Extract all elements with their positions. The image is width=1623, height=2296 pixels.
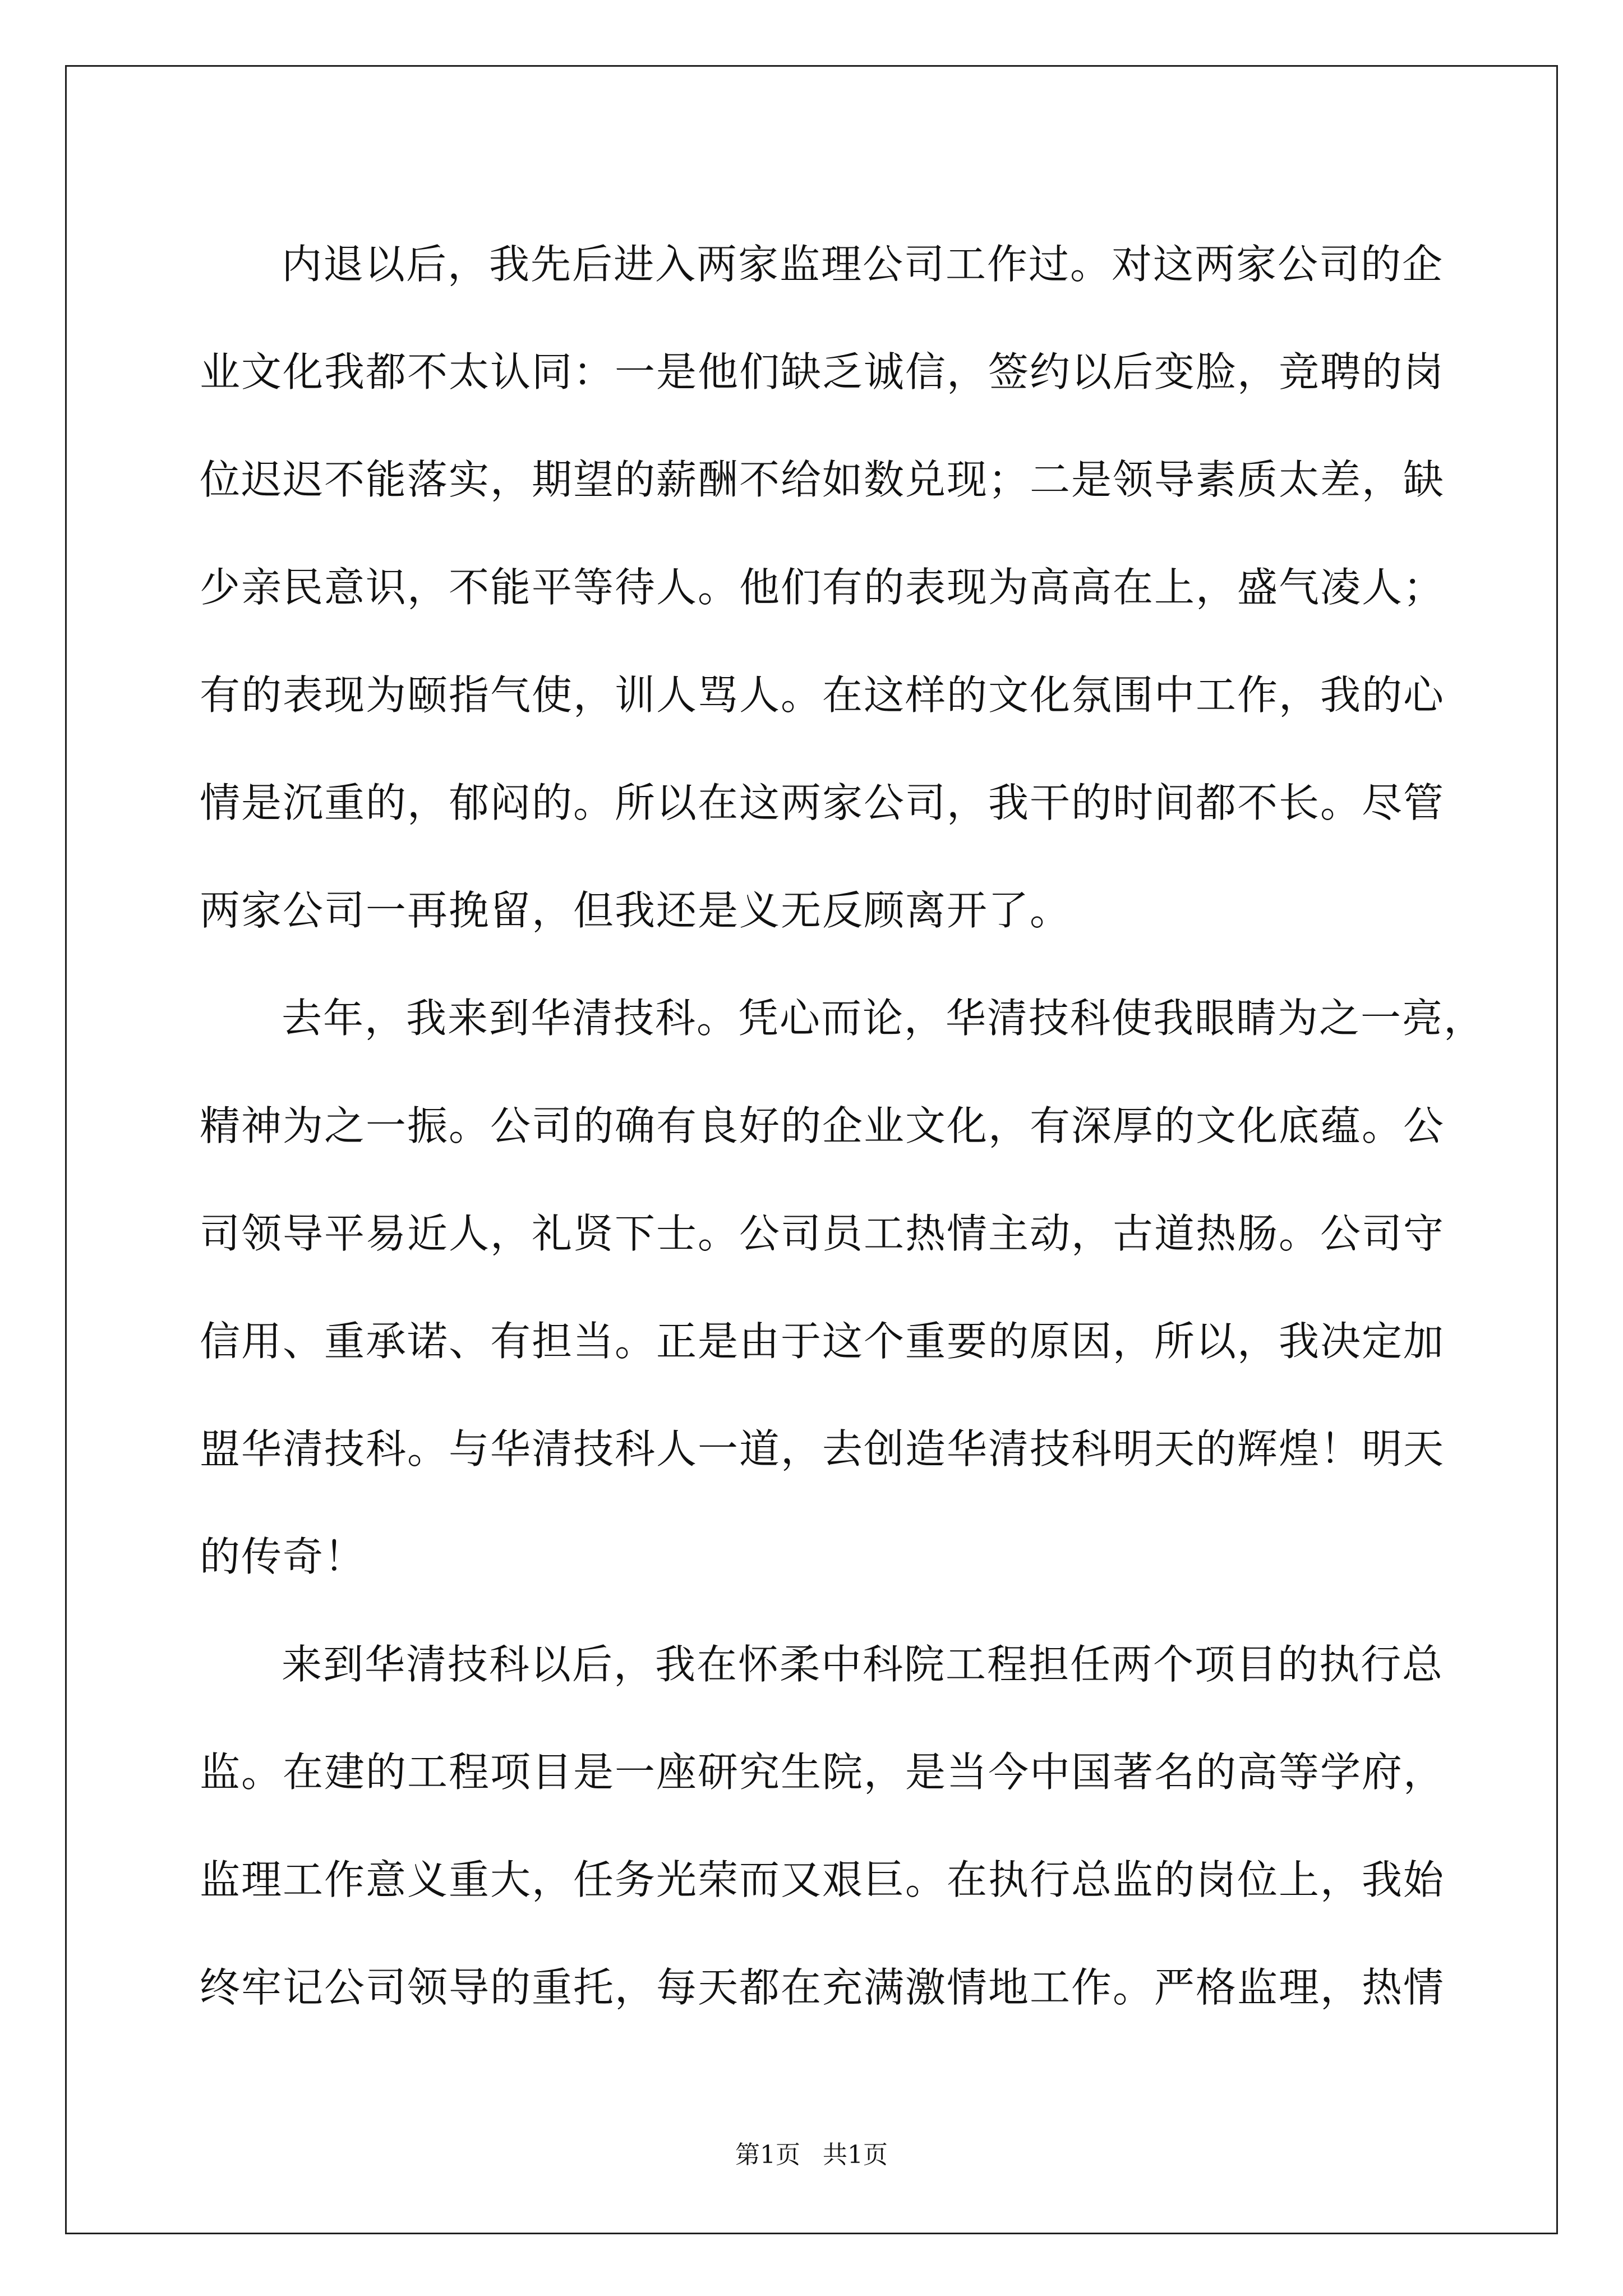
paragraph-2 bbox=[200, 964, 1486, 1611]
paragraph-line: 内退以后，我先后进入两家监理公司工作过。对这两家公司的企 bbox=[282, 241, 1444, 288]
paragraph-line: 位迟迟不能落实，期望的薪酬不给如数兑现；二是领导素质太差，缺 bbox=[200, 456, 1445, 503]
paragraph-line: 有的表现为颐指气使，训人骂人。在这样的文化氛围中工作，我的心 bbox=[200, 671, 1445, 719]
page-total-label: 共1页 bbox=[823, 2141, 888, 2169]
page-number-label: 第1页 bbox=[735, 2141, 800, 2169]
document-body bbox=[200, 210, 1486, 2041]
paragraph-line: 少亲民意识，不能平等待人。他们有的表现为高高在上，盛气凌人； bbox=[200, 564, 1445, 611]
paragraph-line: 来到华清技科以后，我在怀柔中科院工程担任两个项目的执行总 bbox=[282, 1641, 1444, 1688]
paragraph-line: 两家公司一再挽留，但我还是义无反顾离开了。 bbox=[200, 887, 1072, 934]
paragraph-line: 监。在建的工程项目是一座研究生院，是当今中国著名的高等学府， bbox=[200, 1749, 1445, 1796]
paragraph-line: 的传奇！ bbox=[200, 1533, 366, 1580]
paragraph-line: 精神为之一振。公司的确有良好的企业文化，有深厚的文化底蕴。公 bbox=[200, 1102, 1445, 1149]
paragraph-line: 信用、重承诺、有担当。正是由于这个重要的原因，所以，我决定加 bbox=[200, 1318, 1445, 1365]
paragraph-line: 监理工作意义重大，任务光荣而又艰巨。在执行总监的岗位上，我始 bbox=[200, 1856, 1445, 1903]
paragraph-line: 去年，我来到华清技科。凭心而论，华清技科使我眼睛为之一亮， bbox=[282, 995, 1486, 1042]
paragraph-line: 业文化我都不太认同：一是他们缺乏诚信，签约以后变脸，竞聘的岗 bbox=[200, 348, 1445, 395]
paragraph-3 bbox=[200, 1611, 1445, 2041]
page-footer bbox=[0, 2134, 1623, 2170]
paragraph-line: 终牢记公司领导的重托，每天都在充满激情地工作。严格监理，热情 bbox=[200, 1964, 1445, 2011]
paragraph-line: 情是沉重的，郁闷的。所以在这两家公司，我干的时间都不长。尽管 bbox=[200, 779, 1445, 826]
paragraph-line: 盟华清技科。与华清技科人一道，去创造华清技科明天的辉煌！明天 bbox=[200, 1425, 1445, 1473]
paragraph-line: 司领导平易近人，礼贤下士。公司员工热情主动，古道热肠。公司守 bbox=[200, 1210, 1445, 1257]
paragraph-1 bbox=[200, 210, 1445, 964]
